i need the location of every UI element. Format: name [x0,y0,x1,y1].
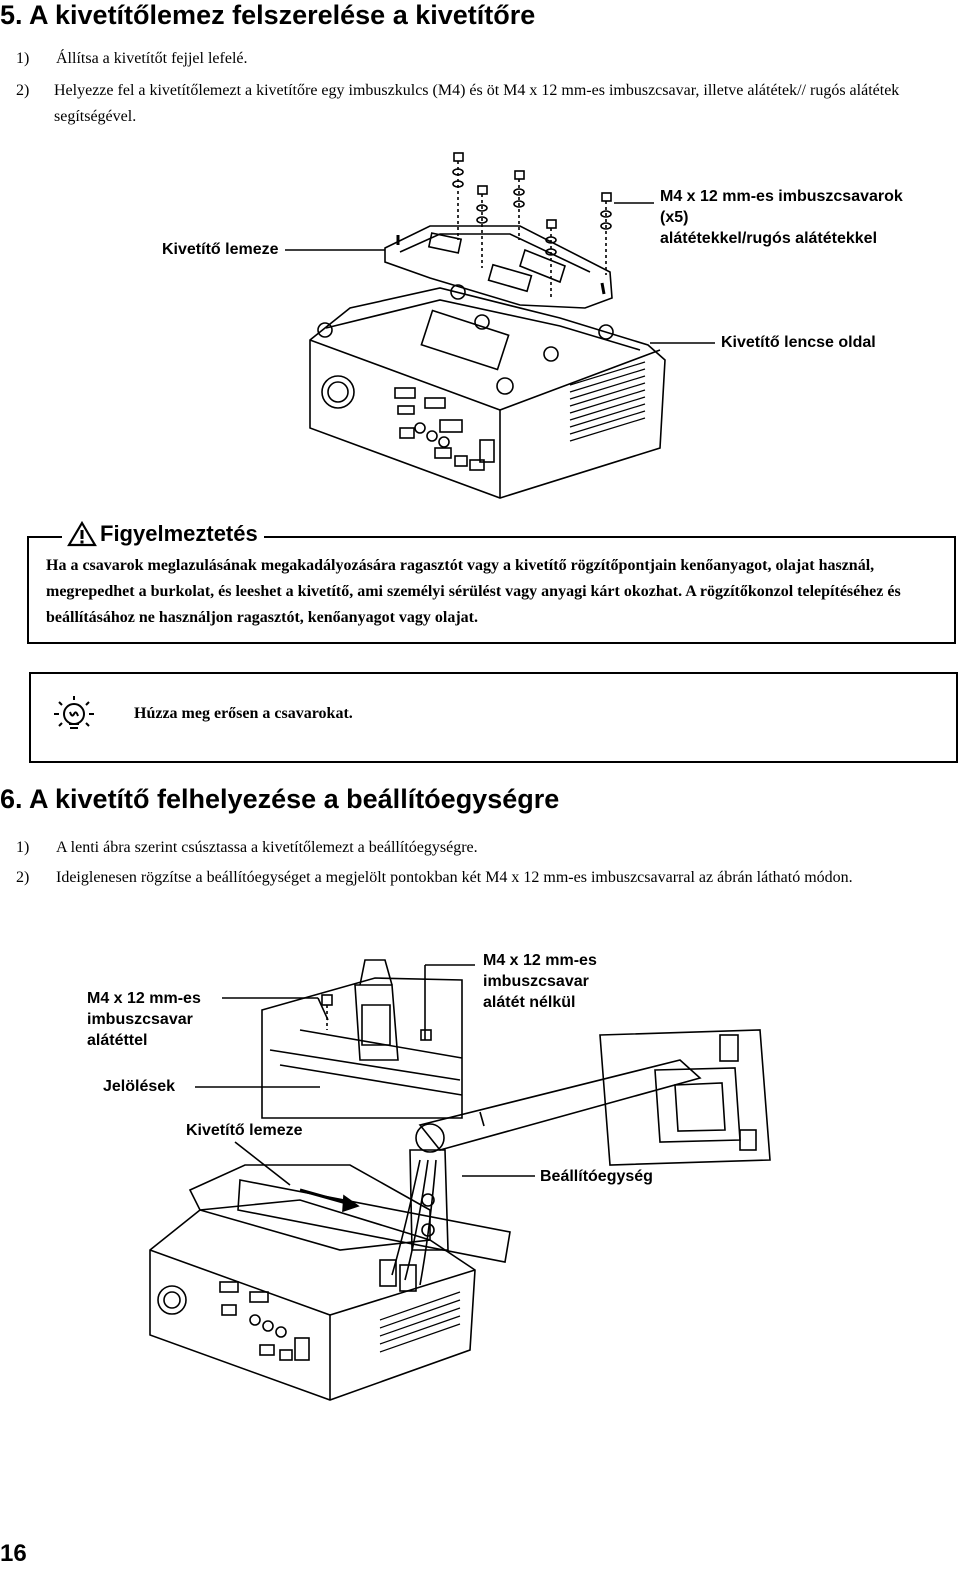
label-screw-with-washer-3: alátéttel [87,1032,148,1049]
label-lens-side: Kivetítő lencse oldal [721,334,876,351]
page-number: 16 [0,1540,27,1567]
label-projector-plate: Kivetítő lemeze [162,241,279,258]
label-screws-line2: (x5) [660,209,689,226]
step-number: 1) [16,50,30,67]
label-screw-no-washer-1: M4 x 12 mm-es [483,952,597,969]
step-number: 1) [16,839,30,856]
label-screw-no-washer-2: imbuszcsavar [483,973,589,990]
label-projector-plate-2: Kivetítő lemeze [186,1122,303,1139]
warning-text: Ha a csavarok meglazulásának megakadályozására ragasztót vagy a kivetítő rögzítőpontjain kenőanyagot, olajat használ, megrepedhet a burkolat, és leeshet a kivetítő, ami személyi sérülést vagy anyagi kárt okozhat. A rögzítőkonzol telepítéséhez és beállításához ne használjon ragasztót, kenőanyagot vagy olajat. [46,557,901,626]
step-number: 2) [16,869,30,886]
step-number: 2) [16,82,30,99]
step-text: Helyezze fel a kivetítőlemezt a kivetítőre egy imbuszkulcs (M4) és öt M4 x 12 mm-es imbuszcsavar, illetve alátétek// rugós alátétek segítségével. [54,82,900,125]
step-text: Ideiglenesen rögzítse a beállítóegységet a megjelölt pontokban két M4 x 12 mm-es imbuszcsavarral az ábrán látható módon. [56,869,853,886]
label-marks: Jelölések [103,1078,176,1095]
label-screws-line1: M4 x 12 mm-es imbuszcsavarok [660,188,903,205]
section-6-title: 6. A kivetítő felhelyezése a beállítóegységre [0,784,560,814]
label-adjuster-unit: Beállítóegység [540,1168,653,1185]
label-screws-line3: alátétekkel/rugós alátétekkel [660,230,878,247]
label-screw-with-washer-1: M4 x 12 mm-es [87,990,201,1007]
tip-text: Húzza meg erősen a csavarokat. [134,705,353,722]
label-screw-with-washer-2: imbuszcsavar [87,1011,193,1028]
section-5-title: 5. A kivetítőlemez felszerelése a kivetítőre [0,0,536,30]
step-text: A lenti ábra szerint csúsztassa a kivetítőlemezt a beállítóegységre. [56,839,478,856]
step-text: Állítsa a kivetítőt fejjel lefelé. [56,50,248,67]
label-screw-no-washer-3: alátét nélkül [483,994,576,1011]
warning-title: Figyelmeztetés [100,521,258,546]
